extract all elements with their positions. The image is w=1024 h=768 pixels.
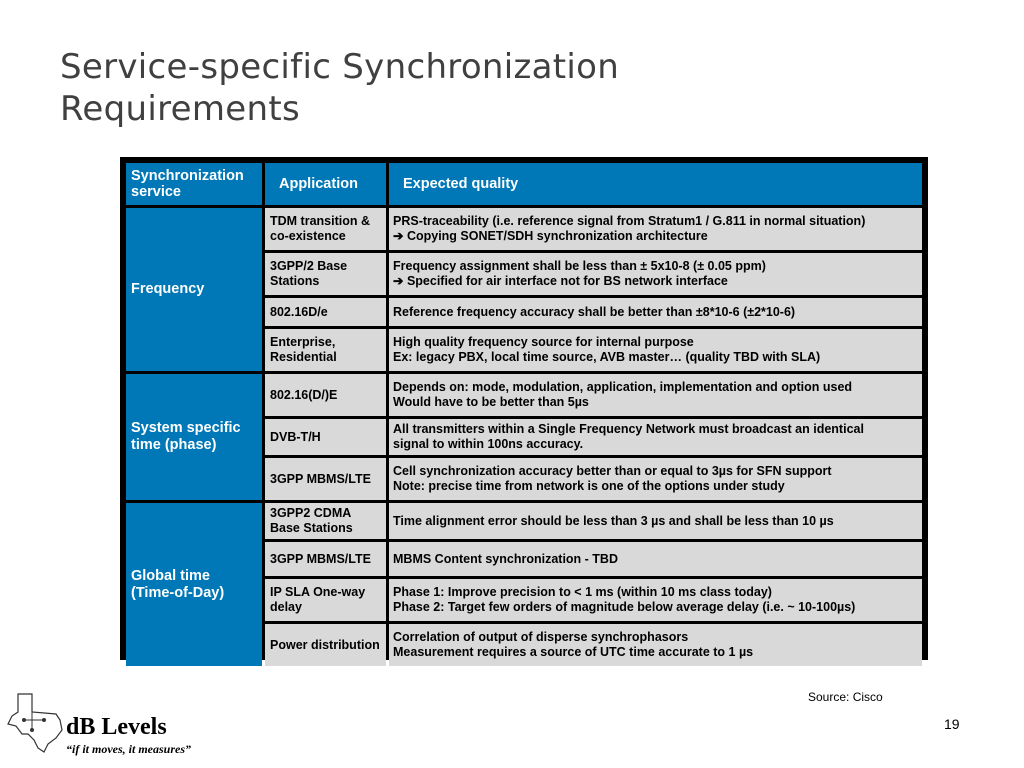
header-expected-quality: Expected quality: [389, 163, 922, 205]
quality-line: Cell synchronization accuracy better than or equal to 3µs for SFN support: [393, 464, 832, 478]
quality-line: ➔ Copying SONET/SDH synchronization architecture: [393, 229, 708, 243]
expected-quality-cell: [389, 503, 922, 539]
expected-quality-cell: [389, 329, 922, 371]
application-cell: 802.16D/e: [265, 298, 386, 326]
expected-quality-cell: [389, 374, 922, 416]
quality-line: Ex: legacy PBX, local time source, AVB master… (quality TBD with SLA): [393, 350, 821, 364]
application-cell: 3GPP MBMS/LTE: [265, 542, 386, 576]
logo-name: dB Levels: [66, 714, 167, 740]
service-cell: Frequency: [126, 208, 262, 371]
logo-tagline: “if it moves, it measures”: [66, 742, 191, 756]
quality-line: PRS-traceability (i.e. reference signal from Stratum1 / G.811 in normal situation): [393, 214, 866, 228]
quality-line: MBMS Content synchronization - TBD: [393, 551, 618, 566]
requirements-table-frame: [120, 157, 928, 660]
service-cell: Global time (Time-of-Day): [126, 503, 262, 666]
quality-line: Time alignment error should be less than 3 µs and shall be less than 10 µs: [393, 513, 834, 528]
application-cell: 3GPP/2 Base Stations: [265, 253, 386, 295]
quality-line: Correlation of output of disperse synchrophasors: [393, 630, 689, 644]
quality-line: Depends on: mode, modulation, application, implementation and option used: [393, 380, 853, 394]
quality-line: Phase 1: Improve precision to < 1 ms (within 10 ms class today): [393, 585, 772, 599]
table-row: [126, 503, 922, 539]
quality-line: Note: precise time from network is one of the options under study: [393, 479, 785, 493]
slide-title: [60, 46, 960, 130]
expected-quality-cell: [389, 542, 922, 576]
title-line-2: Requirements: [60, 89, 300, 129]
application-cell: DVB-T/H: [265, 419, 386, 455]
table-body: [126, 208, 922, 666]
application-cell: Enterprise, Residential: [265, 329, 386, 371]
source-note: Source: Cisco: [808, 690, 883, 704]
service-cell: System specific time (phase): [126, 374, 262, 500]
application-cell: 3GPP2 CDMA Base Stations: [265, 503, 386, 539]
title-line-1: Service-specific Synchronization: [60, 47, 620, 87]
application-cell: TDM transition & co-existence: [265, 208, 386, 250]
quality-line: Phase 2: Target few orders of magnitude below average delay (i.e. ~ 10-100µs): [393, 600, 856, 614]
expected-quality-cell: [389, 579, 922, 621]
header-row: [126, 163, 922, 205]
table-row: [126, 374, 922, 416]
expected-quality-cell: [389, 458, 922, 500]
application-cell: 3GPP MBMS/LTE: [265, 458, 386, 500]
quality-line: High quality frequency source for internal purpose: [393, 335, 694, 349]
header-service: Synchronization service: [126, 163, 262, 205]
application-cell: Power distribution: [265, 624, 386, 666]
quality-line: Measurement requires a source of UTC time accurate to 1 µs: [393, 645, 754, 659]
expected-quality-cell: [389, 298, 922, 326]
requirements-table: [123, 160, 925, 669]
page-number: 19: [944, 716, 960, 732]
expected-quality-cell: [389, 208, 922, 250]
quality-line: ➔ Specified for air interface not for BS network interface: [393, 274, 728, 288]
quality-line: Frequency assignment shall be less than ± 5x10-8 (± 0.05 ppm): [393, 259, 766, 273]
quality-line: signal to within 100ns accuracy.: [393, 437, 584, 451]
table-row: [126, 208, 922, 250]
expected-quality-cell: [389, 419, 922, 455]
quality-line: Would have to be better than 5µs: [393, 395, 589, 409]
quality-line: All transmitters within a Single Frequency Network must broadcast an identical: [393, 422, 864, 436]
application-cell: 802.16(D/)E: [265, 374, 386, 416]
expected-quality-cell: [389, 253, 922, 295]
header-application: Application: [265, 163, 386, 205]
quality-line: Reference frequency accuracy shall be better than ±8*10-6 (±2*10-6): [393, 304, 796, 319]
application-cell: IP SLA One-way delay: [265, 579, 386, 621]
expected-quality-cell: [389, 624, 922, 666]
